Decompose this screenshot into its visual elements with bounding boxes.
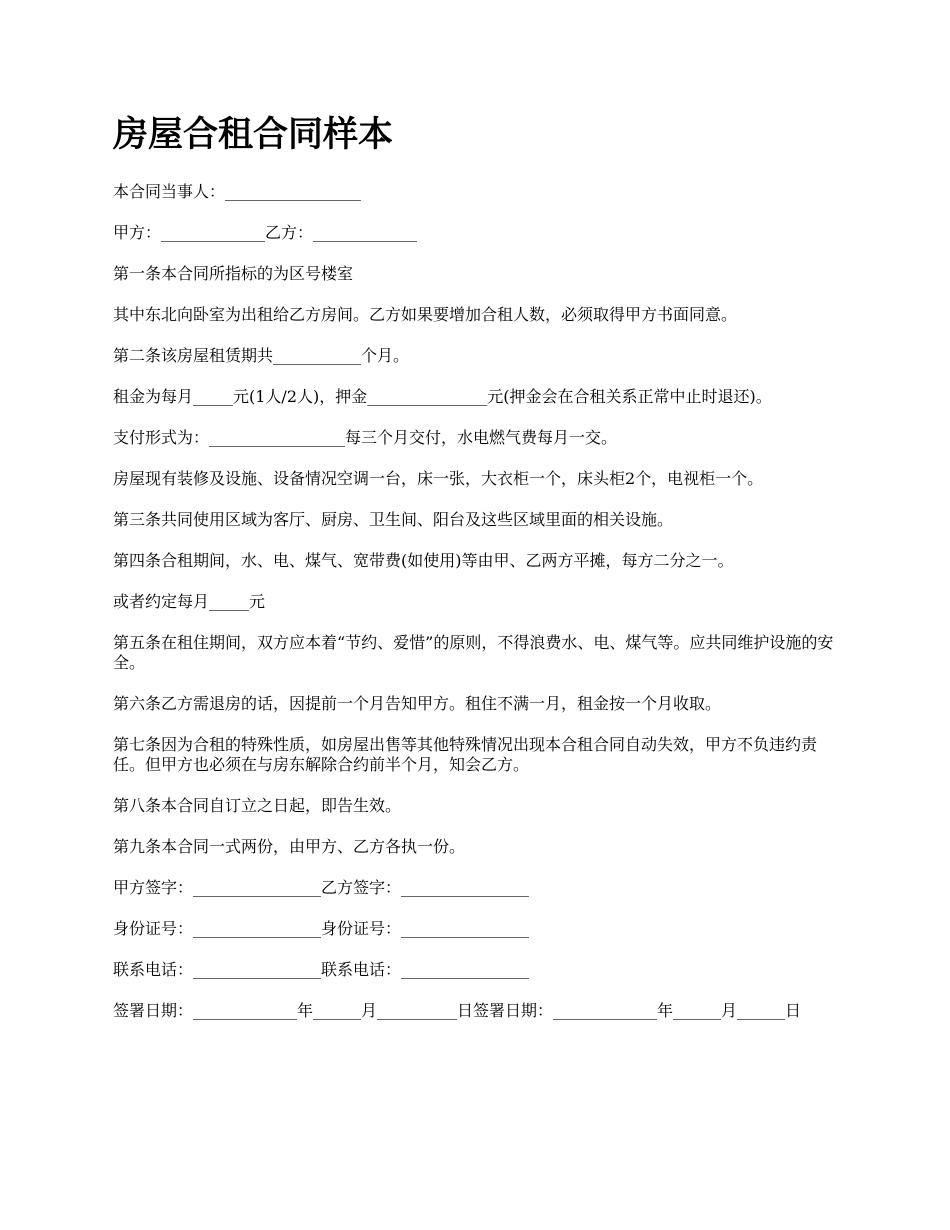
rent-deposit: 租金为每月_____元(1人/2人)，押金_______________元(押金会在合租关系正常中止时退还)。: [113, 387, 772, 406]
clause-7: 第七条因为合租的特殊性质，如房屋出售等其他特殊情况出现本合租合同自动失效，甲方不负违约责任。但甲方也必须在与房东解除合约前半个月，知会乙方。: [113, 735, 818, 774]
sign-date-line: 签署日期：_____________年______月__________日签署日期：_____________年______月______日: [113, 1001, 802, 1020]
clause-1: 第一条本合同所指标的为区号楼室: [113, 264, 354, 283]
payment-method: 支付形式为：_________________每三个月交付，水电燃气费每月一交。: [113, 428, 618, 447]
clause-8: 第八条本合同自订立之日起，即告生效。: [113, 796, 402, 815]
clause-5: 第五条在租住期间，双方应本着“节约、爱惜”的原则，不得浪费水、电、煤气等。应共同维护设施的安全。: [113, 633, 834, 672]
clause-4: 第四条合租期间，水、电、煤气、宽带费(如使用)等由甲、乙两方平摊，每方二分之一。: [113, 551, 734, 570]
document-title: 房屋合租合同样本: [113, 114, 394, 155]
clause-6: 第六条乙方需退房的话，因提前一个月告知甲方。租住不满一月，租金按一个月收取。: [113, 694, 722, 713]
clause-3: 第三条共同使用区域为客厅、厨房、卫生间、阳台及这些区域里面的相关设施。: [113, 510, 674, 529]
document-page: [113, 112, 841, 1042]
clause-9: 第九条本合同一式两份，由甲方、乙方各执一份。: [113, 837, 466, 856]
party-a-b-line: 甲方：_____________乙方：_____________: [113, 223, 418, 242]
clause-2: 第二条该房屋租赁期共___________个月。: [113, 346, 410, 365]
clause-4-alt: 或者约定每月_____元: [113, 592, 266, 611]
parties-line: 本合同当事人：_________________: [113, 182, 362, 201]
id-number-line: 身份证号：________________身份证号：________________: [113, 919, 530, 938]
facilities: 房屋现有装修及设施、设备情况空调一台，床一张，大衣柜一个，床头柜2个，电视柜一个。: [113, 469, 764, 488]
phone-line: 联系电话：________________联系电话：________________: [113, 960, 530, 979]
signature-line: 甲方签字：________________乙方签字：________________: [113, 878, 530, 897]
clause-1-detail: 其中东北向卧室为出租给乙方房间。乙方如果要增加合租人数，必须取得甲方书面同意。: [113, 305, 738, 324]
